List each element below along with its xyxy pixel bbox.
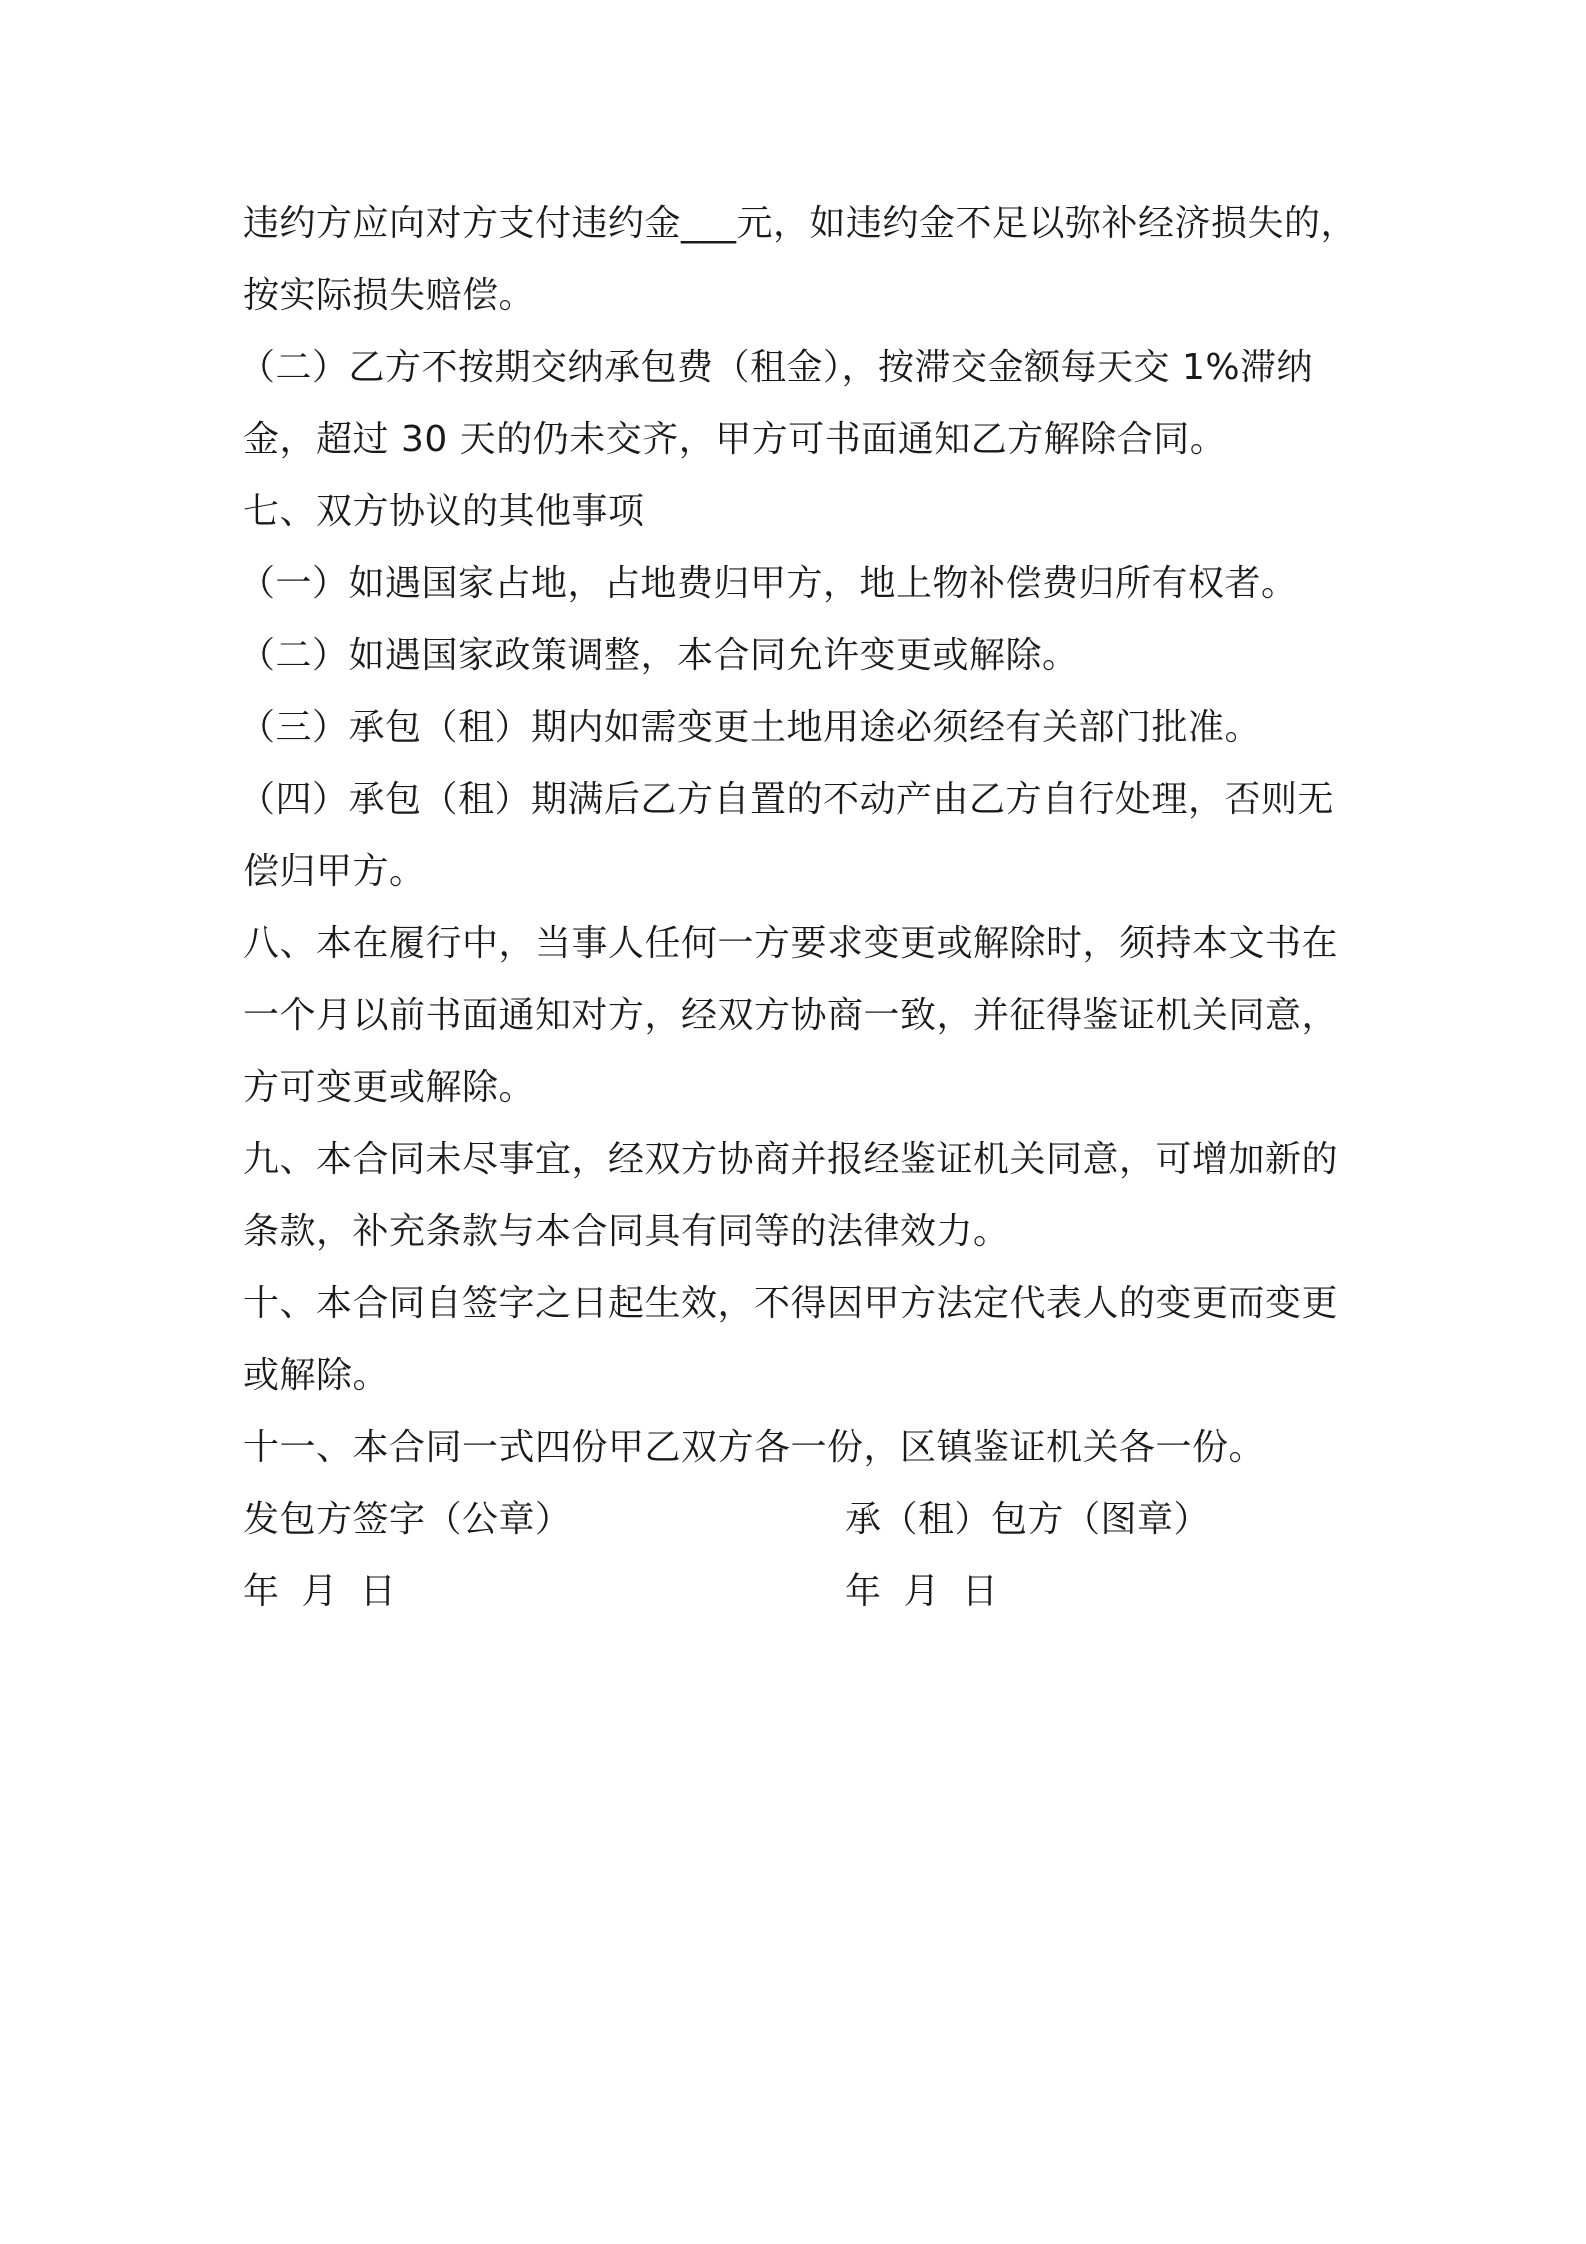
contractor-signature-label: 发包方签字（公章） — [243, 1499, 572, 1540]
document-body — [239, 188, 1363, 1628]
paragraph-supplementary-terms: 九、本合同未尽事宜，经双方协商并报经鉴证机关同意，可增加新的条款，补充条款与本合同具有同等的法律效力。 — [243, 1139, 1339, 1252]
paragraph-land-requisition: （一）如遇国家占地，占地费归甲方，地上物补偿费归所有权者。 — [239, 563, 1298, 604]
lessee-date-field: 年 月 日 — [845, 1571, 999, 1612]
paragraph-penalty: 违约方应向对方支付违约金___元，如违约金不足以弥补经济损失的，按实际损失赔偿。 — [243, 203, 1358, 316]
paragraph-property-disposal: （四）承包（租）期满后乙方自置的不动产由乙方自行处理，否则无偿归甲方。 — [239, 779, 1335, 892]
paragraph-effectiveness: 十、本合同自签字之日起生效，不得因甲方法定代表人的变更而变更或解除。 — [243, 1283, 1339, 1396]
signature-labels-row — [243, 1484, 1363, 1556]
paragraph-policy-adjustment: （二）如遇国家政策调整，本合同允许变更或解除。 — [239, 635, 1079, 676]
signature-dates-row — [243, 1556, 1363, 1628]
paragraph-modification: 八、本在履行中，当事人任何一方要求变更或解除时，须持本文书在一个月以前书面通知对方，经双方协商一致，并征得鉴证机关同意，方可变更或解除。 — [243, 923, 1339, 1108]
paragraph-land-use-change: （三）承包（租）期内如需变更土地用途必须经有关部门批准。 — [239, 707, 1262, 748]
lessee-seal-label: 承（租）包方（图章） — [845, 1499, 1211, 1540]
contractor-date-field: 年 月 日 — [243, 1571, 397, 1612]
section-heading-other-matters: 七、双方协议的其他事项 — [243, 491, 645, 532]
paragraph-late-fee: （二）乙方不按期交纳承包费（租金），按滞交金额每天交 1%滞纳金，超过 30 天的仍未交齐，甲方可书面通知乙方解除合同。 — [239, 347, 1314, 460]
paragraph-copies: 十一、本合同一式四份甲乙双方各一份，区镇鉴证机关各一份。 — [243, 1427, 1266, 1468]
